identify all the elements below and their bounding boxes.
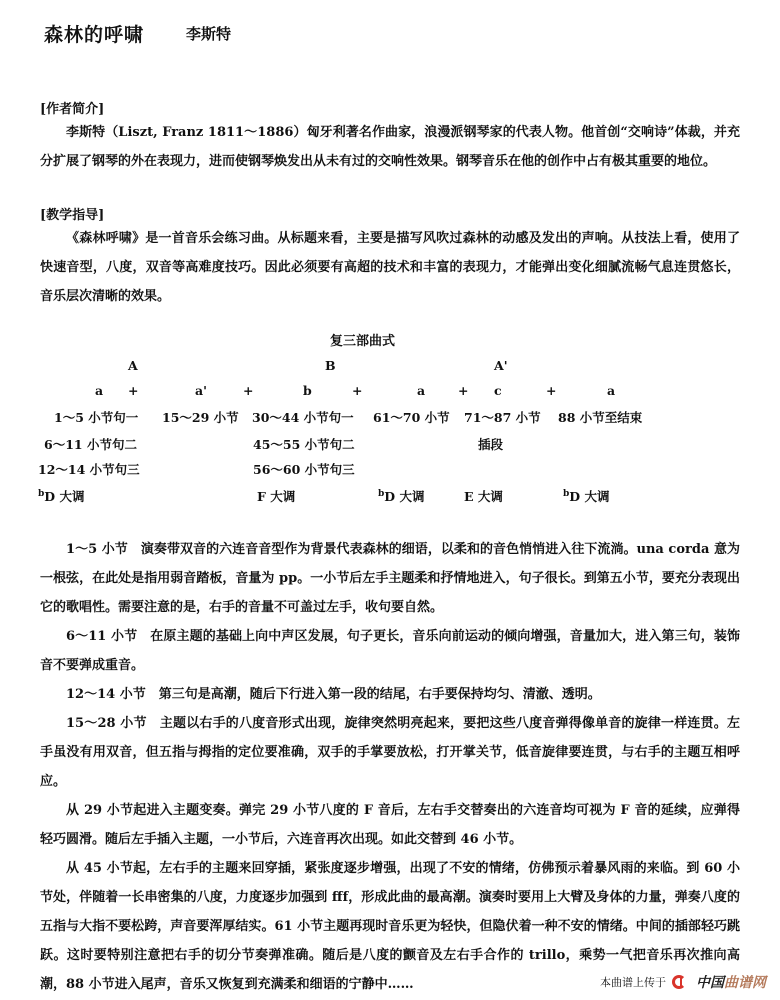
- teaching-guide-text: 《森林呼啸》是一首音乐会练习曲。从标题来看，主要是描写风吹过森林的动感及发出的声响。从技法上看，使用了快速音型，八度，双音等高难度技巧。因此必须要有高超的技术和丰富的表现力，才能弹出变化细腻流畅气息连贯悠长，音乐层次清晰的效果。: [40, 231, 740, 304]
- footer-watermark: [600, 972, 766, 992]
- measure-range: 56～60 小节句三: [253, 462, 355, 477]
- flat-sign: b: [38, 488, 45, 499]
- plus-sign: +: [128, 383, 139, 398]
- analysis-paragraph: 1～5 小节 演奏带双音的六连音音型作为背景代表森林的细语，以柔和的音色悄悄进入往下流淌。una corda 意为一根弦，在此处是指用弱音踏板，音量为 pp。一小节后左手主题柔和抒情地进入，句子很长。到第五小节，要充分表现出它的歌唱性。需要注意的是，右手的音量不可盖过左手，收句要自然。: [40, 542, 740, 615]
- section-label: B: [325, 358, 336, 373]
- key-label: F 大调: [257, 489, 296, 504]
- plus-sign: +: [546, 383, 557, 398]
- page-title: 森林的呼啸: [44, 24, 145, 46]
- key-label: E 大调: [464, 489, 503, 504]
- measure-range: 71～87 小节: [464, 410, 541, 425]
- flat-sign: b: [378, 488, 385, 499]
- analysis-paragraph: 12～14 小节 第三句是高潮，随后下行进入第一段的结尾，右手要保持均匀、清澈、透明。: [66, 687, 601, 702]
- key-label: $^b$D 大调: [378, 488, 425, 504]
- subsection-label: c: [494, 383, 502, 398]
- upload-text: 本曲谱上传于: [600, 976, 666, 989]
- author-intro-text: 李斯特（Liszt, Franz 1811～1886）匈牙利著名作曲家，浪漫派钢琴家的代表人物。他首创“交响诗”体裁，并充分扩展了钢琴的外在表现力，进而使钢琴焕发出从未有过的交响性效果。钢琴音乐在他的创作中占有极其重要的地位。: [40, 125, 740, 169]
- logo-text-score-site: 曲谱网: [724, 975, 766, 991]
- measure-range: 6～11 小节句二: [44, 437, 137, 452]
- section-label: A: [128, 358, 138, 373]
- teaching-guide-heading: [教学指导]: [40, 208, 105, 223]
- subsection-label: a: [95, 383, 104, 398]
- author-intro-heading: [作者简介]: [40, 102, 105, 117]
- composer-name: 李斯特: [186, 25, 232, 43]
- key-label: $^b$D 大调: [563, 488, 610, 504]
- analysis-paragraph: 6～11 小节 在原主题的基础上向中声区发展，句子更长，音乐向前运动的倾向增强，音量加大，进入第三句，装饰音不要弹成重音。: [40, 629, 740, 673]
- logo-text-china: 中国: [696, 975, 724, 991]
- analysis-paragraph: 从 45 小节起，左右手的主题来回穿插，紧张度逐步增强，出现了不安的情绪，仿佛预示着暴风雨的来临。到 60 小节处，伴随着一长串密集的八度，力度逐步加强到 fff，形成此曲的最高潮。演奏时要用上大臂及身体的力量，弹奏八度的五指与大指不要松跨，声音要浑厚结实。61 小节主题再现时音乐更为轻快，但隐伏着一种不安的情绪。中间的插部轻巧跳跃。这时要特别注意把右手的切分节奏弹准确。随后是八度的颤音及左右手合作的 trillo，乘势一气把音乐再次推向高潮，88 小节进入尾声，音乐又恢复到充满柔和细语的宁静中……: [40, 861, 740, 992]
- plus-sign: +: [458, 383, 469, 398]
- subsection-label: b: [303, 383, 312, 398]
- subsection-label: a: [607, 383, 616, 398]
- measure-range: 88 小节至结束: [558, 410, 643, 425]
- analysis-paragraph: 从 29 小节起进入主题变奏。弹完 29 小节八度的 F 音后，左右手交替奏出的六连音均可视为 F 音的延续，应弹得轻巧圆滑。随后左手插入主题，一小节后，六连音再次出现。如此交替到 46 小节。: [40, 803, 740, 847]
- form-structure-title: 复三部曲式: [330, 334, 396, 349]
- site-logo-icon: [672, 975, 690, 989]
- measure-range: 1～5 小节句一: [54, 410, 139, 425]
- subsection-label: a: [417, 383, 426, 398]
- key-label: $^b$D 大调: [38, 488, 85, 504]
- measure-range: 15～29 小节: [162, 410, 239, 425]
- subsection-label: a': [195, 383, 207, 398]
- measure-range: 61～70 小节: [373, 410, 450, 425]
- measure-range: 30～44 小节句一: [252, 410, 354, 425]
- episode-label: 插段: [478, 437, 504, 452]
- flat-sign: b: [563, 488, 570, 499]
- plus-sign: +: [352, 383, 363, 398]
- section-label: A': [494, 358, 508, 373]
- analysis-paragraph: 15～28 小节 主题以右手的八度音形式出现，旋律突然明亮起来，要把这些八度音弹得像单音的旋律一样连贯。左手虽没有用双音，但五指与拇指的定位要准确，双手的手掌要放松，打开掌关节，低音旋律要连贯，与右手的主题互相呼应。: [40, 716, 740, 789]
- plus-sign: +: [243, 383, 254, 398]
- measure-range: 45～55 小节句二: [253, 437, 355, 452]
- measure-range: 12～14 小节句三: [38, 462, 140, 477]
